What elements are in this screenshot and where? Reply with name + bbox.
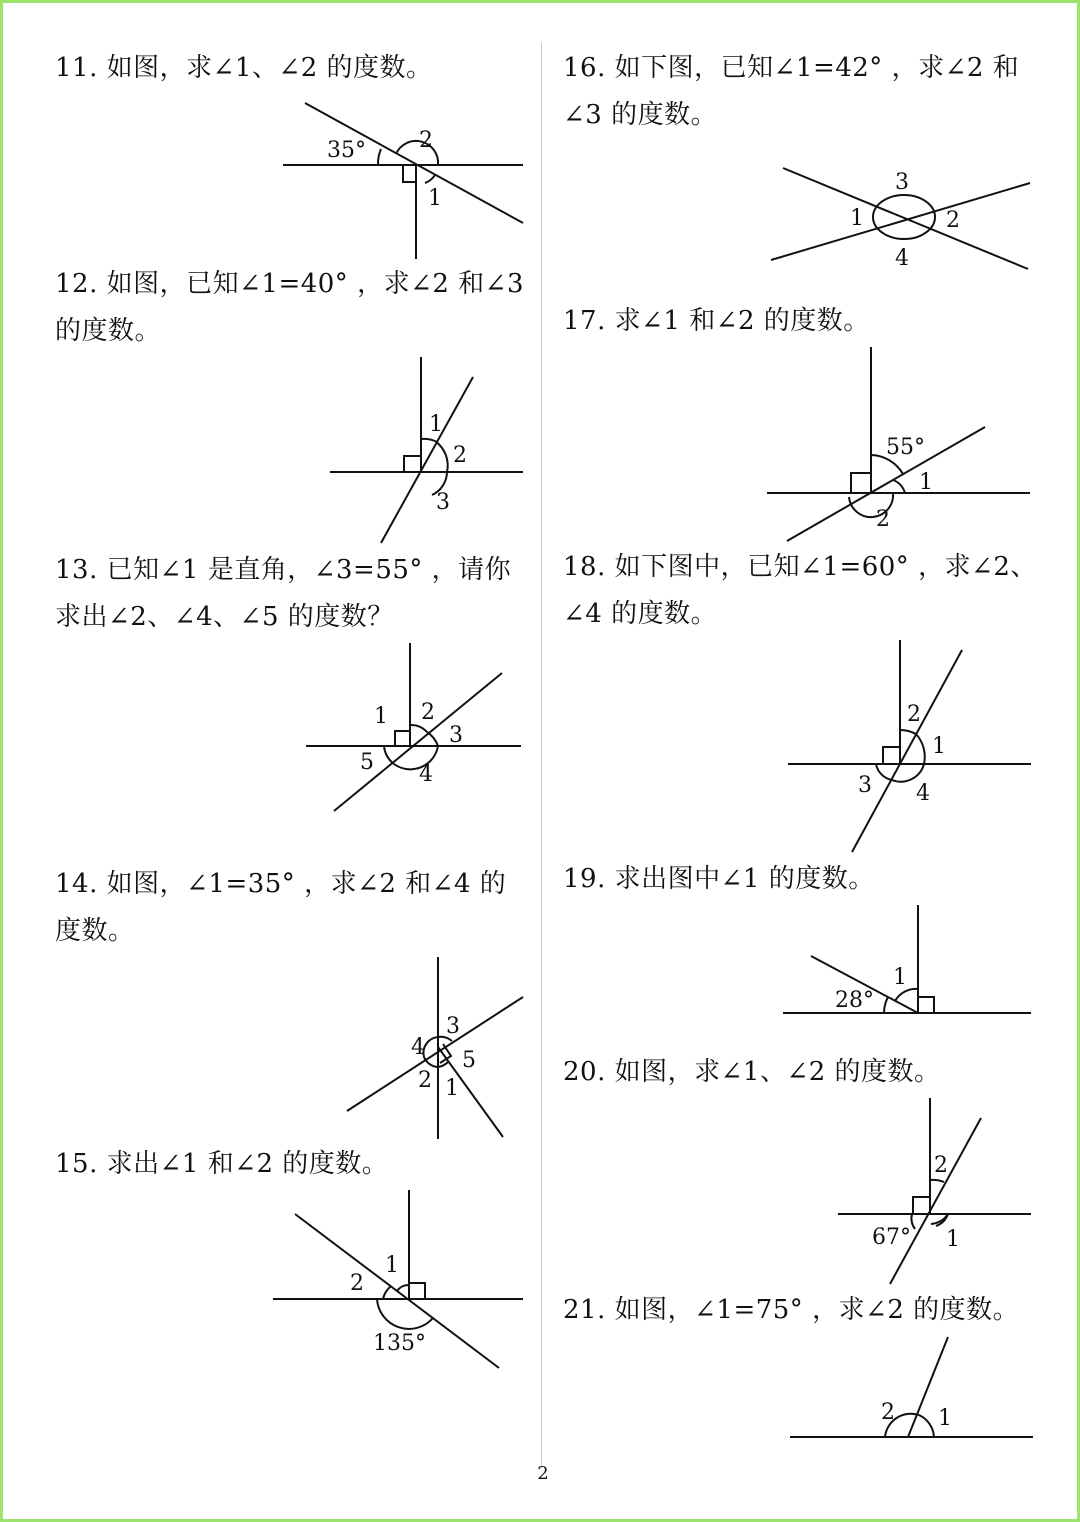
q15-label-1: 1: [385, 1253, 399, 1278]
q20-label-2: 2: [934, 1153, 948, 1178]
question-19-figure: [781, 903, 1036, 1023]
q19-label-1: 1: [893, 965, 907, 990]
q15-label-135: 135°: [373, 1331, 426, 1356]
question-21-text: 21. 如图，∠1=75° ，求∠2 的度数。: [563, 1295, 1020, 1325]
question-17-figure: [765, 345, 1035, 545]
question-17-text: 17. 求∠1 和∠2 的度数。: [563, 306, 870, 336]
q13-label-5: 5: [360, 750, 374, 775]
question-16-figure: [768, 165, 1033, 275]
q18-label-4: 4: [916, 781, 930, 806]
question-12-figure: [328, 355, 528, 550]
q14-label-4: 4: [411, 1035, 425, 1060]
question-15-text: 15. 求出∠1 和∠2 的度数。: [55, 1149, 389, 1179]
q13-label-4: 4: [419, 762, 433, 787]
question-15-figure: [273, 1188, 528, 1373]
question-18-text: 18. 如下图中，已知∠1=60° ，求∠2、∠4 的度数。: [563, 552, 1037, 629]
q19-label-28: 28°: [835, 988, 874, 1013]
column-divider: [541, 43, 542, 1468]
q20-label-67: 67°: [872, 1225, 911, 1250]
q14-label-2: 2: [418, 1068, 432, 1093]
q11-label-35: 35°: [327, 138, 366, 163]
q14-label-1: 1: [445, 1076, 459, 1101]
q17-label-2: 2: [876, 507, 890, 532]
question-12-text: 12. 如图，已知∠1=40° ，求∠2 和∠3 的度数。: [55, 269, 524, 346]
q17-label-1: 1: [919, 470, 933, 495]
q14-label-5: 5: [462, 1048, 476, 1073]
question-19-text: 19. 求出图中∠1 的度数。: [563, 864, 875, 894]
q15-label-2: 2: [350, 1271, 364, 1296]
q11-label-2: 2: [419, 128, 433, 153]
q18-label-3: 3: [858, 773, 872, 798]
q20-label-1: 1: [946, 1227, 960, 1252]
q17-label-55: 55°: [886, 435, 925, 460]
question-16-text: 16. 如下图，已知∠1=42° ，求∠2 和∠3 的度数。: [563, 53, 1020, 130]
question-14-text: 14. 如图，∠1=35° ，求∠2 和∠4 的度数。: [55, 869, 507, 946]
q12-label-3: 3: [436, 490, 450, 515]
q13-label-3: 3: [449, 723, 463, 748]
question-21-figure: [788, 1333, 1038, 1443]
q16-label-2: 2: [946, 208, 960, 233]
q11-label-1: 1: [428, 186, 442, 211]
question-18-figure: [786, 638, 1036, 858]
q21-label-2: 2: [881, 1400, 895, 1425]
q16-label-4: 4: [895, 246, 909, 271]
question-13-text: 13. 已知∠1 是直角，∠3=55° ，请你求出∠2、∠4、∠5 的度数？: [55, 555, 512, 632]
q12-label-1: 1: [429, 412, 443, 437]
question-14-figure: [345, 955, 530, 1145]
page-number: 2: [537, 1463, 549, 1484]
question-13-figure: [306, 641, 526, 816]
q21-label-1: 1: [938, 1406, 952, 1431]
q13-label-1: 1: [374, 704, 388, 729]
q18-label-2: 2: [907, 702, 921, 727]
question-11-text: 11. 如图，求∠1、∠2 的度数。: [55, 53, 433, 83]
q18-label-1: 1: [932, 734, 946, 759]
q16-label-3: 3: [895, 170, 909, 195]
question-20-figure: [836, 1096, 1036, 1291]
q14-label-3: 3: [446, 1014, 460, 1039]
q16-label-1: 1: [850, 206, 864, 231]
q13-label-2: 2: [421, 700, 435, 725]
question-20-text: 20. 如图，求∠1、∠2 的度数。: [563, 1057, 941, 1087]
q12-label-2: 2: [453, 443, 467, 468]
question-11-figure: [283, 103, 528, 263]
